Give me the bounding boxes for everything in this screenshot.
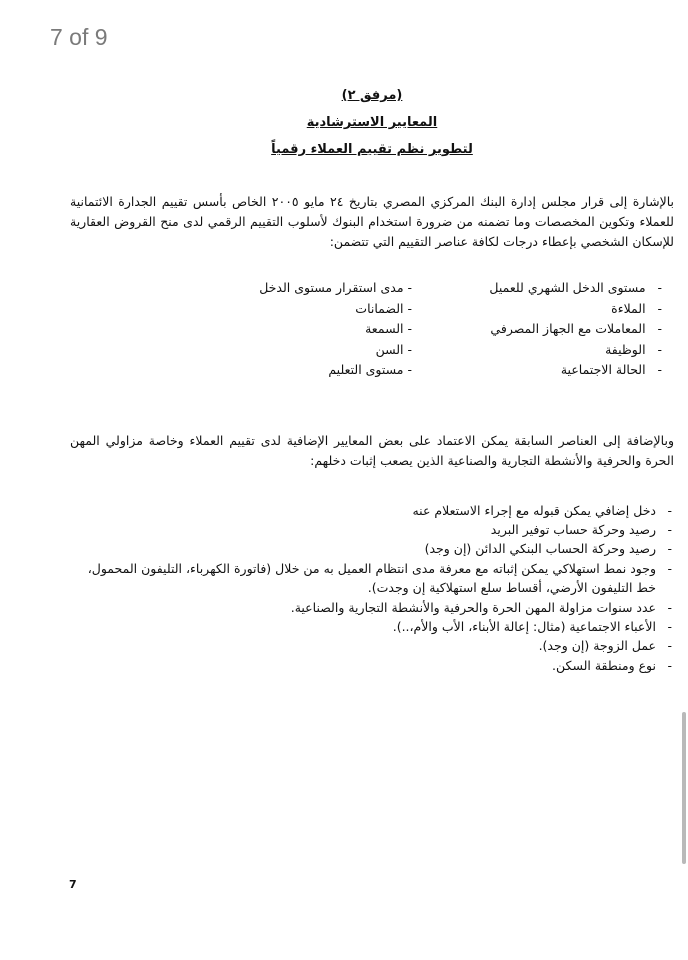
list-item: - مدى استقرار مستوى الدخل xyxy=(259,280,412,295)
list-item: - وجود نمط استهلاكي يمكن إثباته مع معرفة مدى انتظام العميل به من خلال (فاتورة الكهرباء، التليفون المحمول، خط التليفون الأرضي، أقساط سلع استهلاكية إن وجدت). xyxy=(70,559,674,598)
list-item: - الضمانات xyxy=(355,300,412,316)
intro-paragraph: بالإشارة إلى قرار مجلس إدارة البنك المركزي المصري بتاريخ ٢٤ مايو ٢٠٠٥ الخاص بأسس تقييم الجدارة الائتمانية للعملاء وتكوين المخصصات وما تضمنه من ضرورة استخدام البنوك لأسلوب التقييم الرقمي لدى منح القروض العقارية للإسكان الشخصي بإعطاء درجات لكافة عناصر التقييم التي تتضمن: xyxy=(70,194,675,249)
list-item: - الحالة الاجتماعية xyxy=(560,362,662,377)
scrollbar-thumb[interactable] xyxy=(682,712,686,864)
list-item: - نوع ومنطقة السكن. xyxy=(70,656,674,675)
additional-paragraph: وبالإضافة إلى العناصر السابقة يمكن الاعتماد على بعض المعايير الإضافية لدى تقييم العملاء وخاصة مزاولي المهن الحرة والحرفية والأنشطة التجارية والصناعية الذين يصعب إثبات دخلهم: xyxy=(70,432,674,468)
list-item: - مستوى الدخل الشهري للعميل xyxy=(489,280,662,295)
list-item: - دخل إضافي يمكن قبوله مع إجراء الاستعلام عنه xyxy=(70,501,674,520)
list-item: - رصيد وحركة الحساب البنكي الدائن (إن وجد) xyxy=(70,539,674,558)
criteria-list-right xyxy=(472,278,662,381)
list-item: - عمل الزوجة (إن وجد). xyxy=(70,636,674,655)
list-item: - رصيد وحركة حساب توفير البريد xyxy=(70,520,674,539)
list-item: - السمعة xyxy=(365,321,412,336)
list-item: - السن xyxy=(375,341,412,357)
list-item: - الوظيفة xyxy=(605,341,662,357)
list-item: - المعاملات مع الجهاز المصرفي xyxy=(490,321,662,336)
document-title: المعايير الاسترشادية xyxy=(306,115,438,130)
page-number: 7 xyxy=(69,878,77,891)
list-item: - مستوى التعليم xyxy=(328,362,412,377)
page-indicator: 7 of 9 xyxy=(50,24,108,50)
document-page xyxy=(70,82,674,675)
list-item: - الأعباء الاجتماعية (مثال: إعالة الأبناء، الأب والأم،..). xyxy=(70,617,674,636)
criteria-list-left xyxy=(259,278,412,381)
list-item: - عدد سنوات مزاولة المهن الحرة والحرفية والأنشطة التجارية والصناعية. xyxy=(70,598,674,617)
list-item: - الملاءة xyxy=(611,300,662,316)
document-subtitle: لتطوير نظم تقييم العملاء رقمياً xyxy=(271,142,473,157)
criteria-columns xyxy=(70,278,674,381)
additional-criteria-list xyxy=(70,501,674,676)
annex-label: (مرفق ٢) xyxy=(341,88,403,103)
